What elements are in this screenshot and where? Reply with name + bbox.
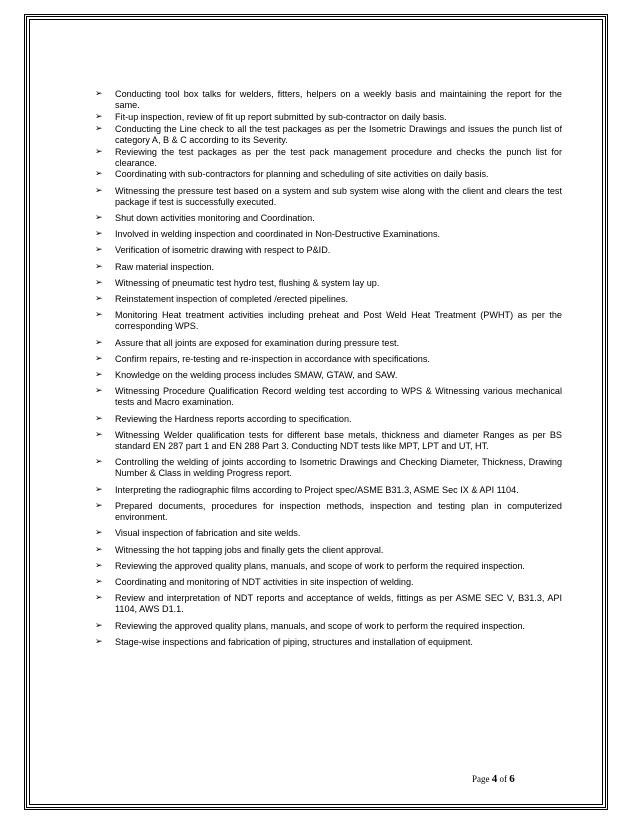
- list-item: ➢ Conducting the Line check to all the test packages as per the Isometric Drawings and issues the punch list of category A, B & C according to its Severity.: [95, 123, 562, 145]
- arrow-bullet-icon: ➢: [95, 111, 103, 122]
- page-footer: [472, 773, 515, 785]
- arrow-bullet-icon: ➢: [95, 277, 103, 288]
- list-item: ➢ Witnessing the hot tapping jobs and finally gets the client approval.: [95, 544, 384, 555]
- list-item: ➢ Controlling the welding of joints according to Isometric Drawings and Checking Diameter, Thickness, Drawing Number & Class in welding Progress report.: [95, 457, 562, 479]
- list-item: ➢ Interpreting the radiographic films according to Project spec/ASME B31.3, ASME Sec IX & API 1104.: [95, 484, 519, 495]
- arrow-bullet-icon: ➢: [95, 169, 103, 180]
- arrow-bullet-icon: ➢: [95, 457, 103, 468]
- arrow-bullet-icon: ➢: [95, 229, 103, 240]
- current-page-number: 4: [491, 773, 498, 785]
- arrow-bullet-icon: ➢: [95, 245, 103, 256]
- list-item: ➢ Witnessing of pneumatic test hydro test, flushing & system lay up.: [95, 277, 380, 288]
- list-item: ➢ Reviewing the approved quality plans, manuals, and scope of work to perform the required inspection.: [95, 560, 525, 571]
- arrow-bullet-icon: ➢: [95, 593, 103, 604]
- list-item: ➢ Witnessing the pressure test based on a system and sub system wise along with the client and clears the test package if test is successfully executed.: [95, 185, 562, 207]
- arrow-bullet-icon: ➢: [95, 429, 103, 440]
- list-item: ➢ Witnessing Welder qualification tests for different base metals, thickness and diameter Ranges as per BS standard EN 287 part 1 and EN 288 Part 3. Conducting NDT tests like MPT, LPT and UT, HT.: [95, 429, 562, 452]
- arrow-bullet-icon: ➢: [95, 353, 103, 364]
- list-item: ➢ Involved in welding inspection and coordinated in Non-Destructive Examinations.: [95, 229, 441, 240]
- of-label: of: [499, 774, 507, 784]
- arrow-bullet-icon: ➢: [95, 560, 103, 571]
- page-label: Page: [472, 774, 490, 784]
- arrow-bullet-icon: ➢: [95, 370, 103, 381]
- list-item: ➢ Knowledge on the welding process includes SMAW, GTAW, and SAW.: [95, 370, 398, 381]
- list-item: ➢ Fit-up inspection, review of fit up report submitted by sub-contractor on daily basis.: [95, 111, 447, 122]
- list-item: ➢ Verification of isometric drawing with respect to P&ID.: [95, 245, 331, 256]
- list-item: ➢ Confirm repairs, re-testing and re-inspection in accordance with specifications.: [95, 353, 430, 364]
- list-item: ➢ Review and interpretation of NDT reports and acceptance of welds, fittings as per ASME SEC V, B31.3, API 1104, AWS D1.1.: [95, 593, 562, 615]
- arrow-bullet-icon: ➢: [95, 413, 103, 424]
- arrow-bullet-icon: ➢: [95, 528, 103, 539]
- list-item: ➢ Coordinating with sub-contractors for planning and scheduling of site activities on daily basis.: [95, 169, 489, 180]
- list-item: ➢ Prepared documents, procedures for inspection methods, inspection and testing plan in computerized environment.: [95, 500, 562, 523]
- list-item: ➢ Conducting tool box talks for welders, fitters, helpers on a weekly basis and maintaining the report for the same.: [95, 89, 562, 111]
- arrow-bullet-icon: ➢: [95, 261, 103, 272]
- list-item: ➢ Reviewing the test packages as per the test pack management procedure and checks the punch list for clearance.: [95, 146, 562, 168]
- list-item: ➢ Coordinating and monitoring of NDT activities in site inspection of welding.: [95, 576, 414, 587]
- list-item: ➢ Shut down activities monitoring and Coordination.: [95, 213, 315, 224]
- list-item: ➢ Witnessing Procedure Qualification Record welding test according to WPS & Witnessing various mechanical tests and Macro examination.: [95, 386, 562, 408]
- arrow-bullet-icon: ➢: [95, 636, 103, 647]
- arrow-bullet-icon: ➢: [95, 500, 103, 511]
- arrow-bullet-icon: ➢: [95, 146, 103, 157]
- list-item: ➢ Stage-wise inspections and fabrication of piping, structures and installation of equipment.: [95, 636, 473, 647]
- list-item: ➢ Monitoring Heat treatment activities including preheat and Post Weld Heat Treatment (PWHT) as per the corresponding WPS.: [95, 310, 562, 332]
- arrow-bullet-icon: ➢: [95, 484, 103, 495]
- list-item: ➢ Visual inspection of fabrication and site welds.: [95, 528, 301, 539]
- arrow-bullet-icon: ➢: [95, 89, 103, 99]
- arrow-bullet-icon: ➢: [95, 386, 103, 397]
- responsibilities-list: [92, 89, 562, 653]
- arrow-bullet-icon: ➢: [95, 310, 103, 321]
- arrow-bullet-icon: ➢: [95, 294, 103, 305]
- list-item: ➢ Reviewing the Hardness reports according to specification.: [95, 413, 352, 424]
- arrow-bullet-icon: ➢: [95, 620, 103, 631]
- arrow-bullet-icon: ➢: [95, 123, 103, 134]
- arrow-bullet-icon: ➢: [95, 337, 103, 348]
- arrow-bullet-icon: ➢: [95, 576, 103, 587]
- arrow-bullet-icon: ➢: [95, 544, 103, 555]
- list-item: ➢ Assure that all joints are exposed for examination during pressure test.: [95, 337, 400, 348]
- total-pages-number: 6: [509, 773, 515, 785]
- list-item: ➢ Raw material inspection.: [95, 261, 215, 272]
- list-item: ➢ Reviewing the approved quality plans, manuals, and scope of work to perform the required inspection.: [95, 620, 525, 631]
- list-item: ➢ Reinstatement inspection of completed /erected pipelines.: [95, 294, 349, 305]
- arrow-bullet-icon: ➢: [95, 213, 103, 224]
- arrow-bullet-icon: ➢: [95, 185, 103, 196]
